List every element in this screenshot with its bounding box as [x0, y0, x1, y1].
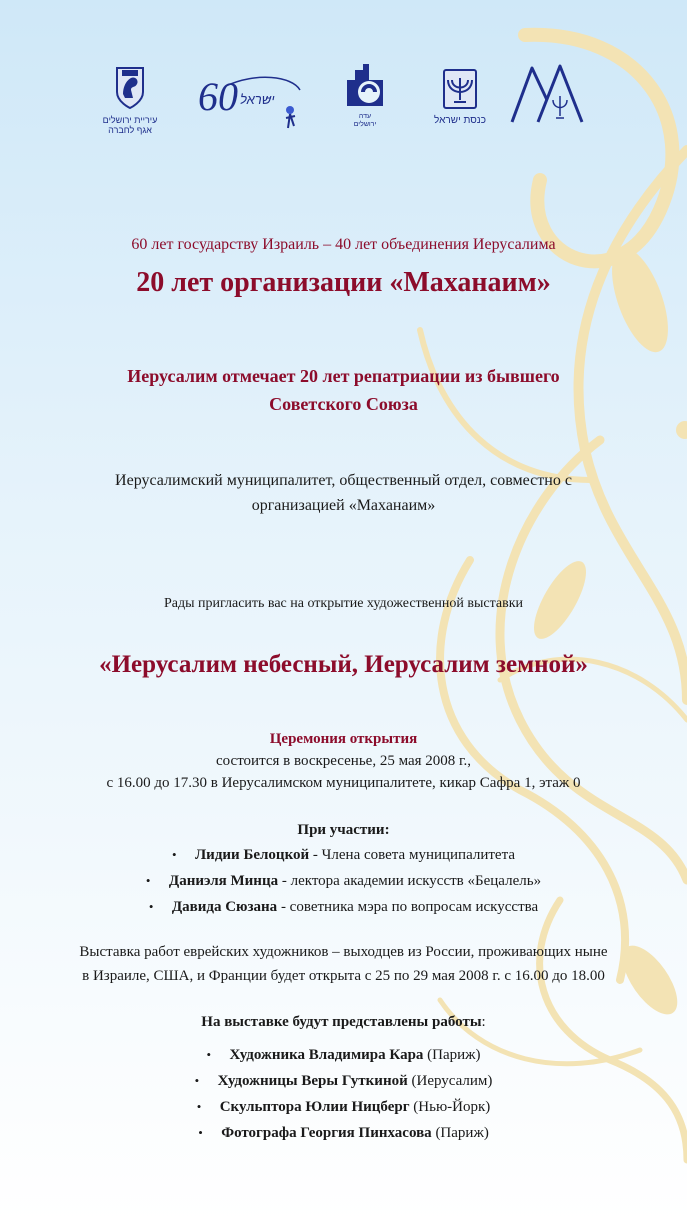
jerusalem-municipality-caption: עיריית ירושלים אגף לחברה [102, 115, 158, 135]
city-building-icon [343, 62, 387, 108]
jerusalem-lion-icon [113, 64, 147, 110]
ceremony-section: Церемония открытия состоится в воскресенье, 25 мая 2008 г., с 16.00 до 17.30 в Иерусалимском муниципалитете, кикар Сафра 1, этаж 0 [0, 728, 687, 794]
ceremony-heading: Церемония открытия [269, 731, 418, 747]
participants-heading: При участии: [297, 822, 390, 838]
svg-text:60: 60 [198, 74, 238, 119]
invitation-text: Рады пригласить вас на открытие художественной выставки [163, 596, 524, 611]
exhibition-info: Выставка работ еврейских художников – выходцев из России, проживающих ныне в Израиле, США, и Франции будет открыта с 25 по 29 мая 2008 г. с 16.00 до 18.00 [79, 944, 608, 984]
list-item: • Лидии Белоцкой - Члена совета муниципалитета [172, 847, 515, 863]
list-item: • Художника Владимира Кара (Париж) [206, 1047, 481, 1063]
list-item: • Скульптора Юлии Ницберг (Нью-Йорк) [196, 1099, 491, 1115]
anniversary-line: 60 лет государству Израиль – 40 лет объединения Иерусалима [131, 236, 556, 253]
page-title: 20 лет организации «Маханаим» [136, 267, 551, 298]
participants-list [0, 842, 687, 920]
israel-60-logo [196, 68, 308, 134]
absorption-ministry-caption: עדה ירושלים [353, 113, 377, 128]
jerusalem-municipality-logo [102, 64, 158, 135]
works-section [0, 1010, 687, 1146]
israel-60-caption: ישראל [240, 92, 275, 107]
participants-section [0, 818, 687, 920]
knesset-caption: כנסת ישראל [434, 115, 486, 126]
machanaim-logo [510, 60, 584, 129]
works-heading: На выставке будут представлены работы: [201, 1014, 486, 1030]
list-item: • Художницы Веры Гуткиной (Иерусалим) [194, 1073, 493, 1089]
subtitle: Иерусалим отмечает 20 лет репатриации из бывшего Советского Союза [127, 366, 560, 414]
works-list [0, 1042, 687, 1146]
knesset-logo [432, 68, 488, 126]
machanaim-mountains-icon [510, 60, 584, 124]
exhibition-title: «Иерусалим небесный, Иерусалим земной» [99, 651, 588, 678]
list-item: • Фотографа Георгия Пинхасова (Париж) [198, 1125, 489, 1141]
hosts-text: Иерусалимский муниципалитет, общественный отдел, совместно с организацией «Маханаим» [115, 472, 572, 514]
list-item: • Давида Сюзана - советника мэра по вопросам искусства [148, 899, 539, 915]
menorah-emblem-icon [442, 68, 478, 110]
absorption-ministry-logo [342, 62, 388, 129]
list-item: • Даниэля Минца - лектора академии искусств «Бецалель» [145, 873, 542, 889]
